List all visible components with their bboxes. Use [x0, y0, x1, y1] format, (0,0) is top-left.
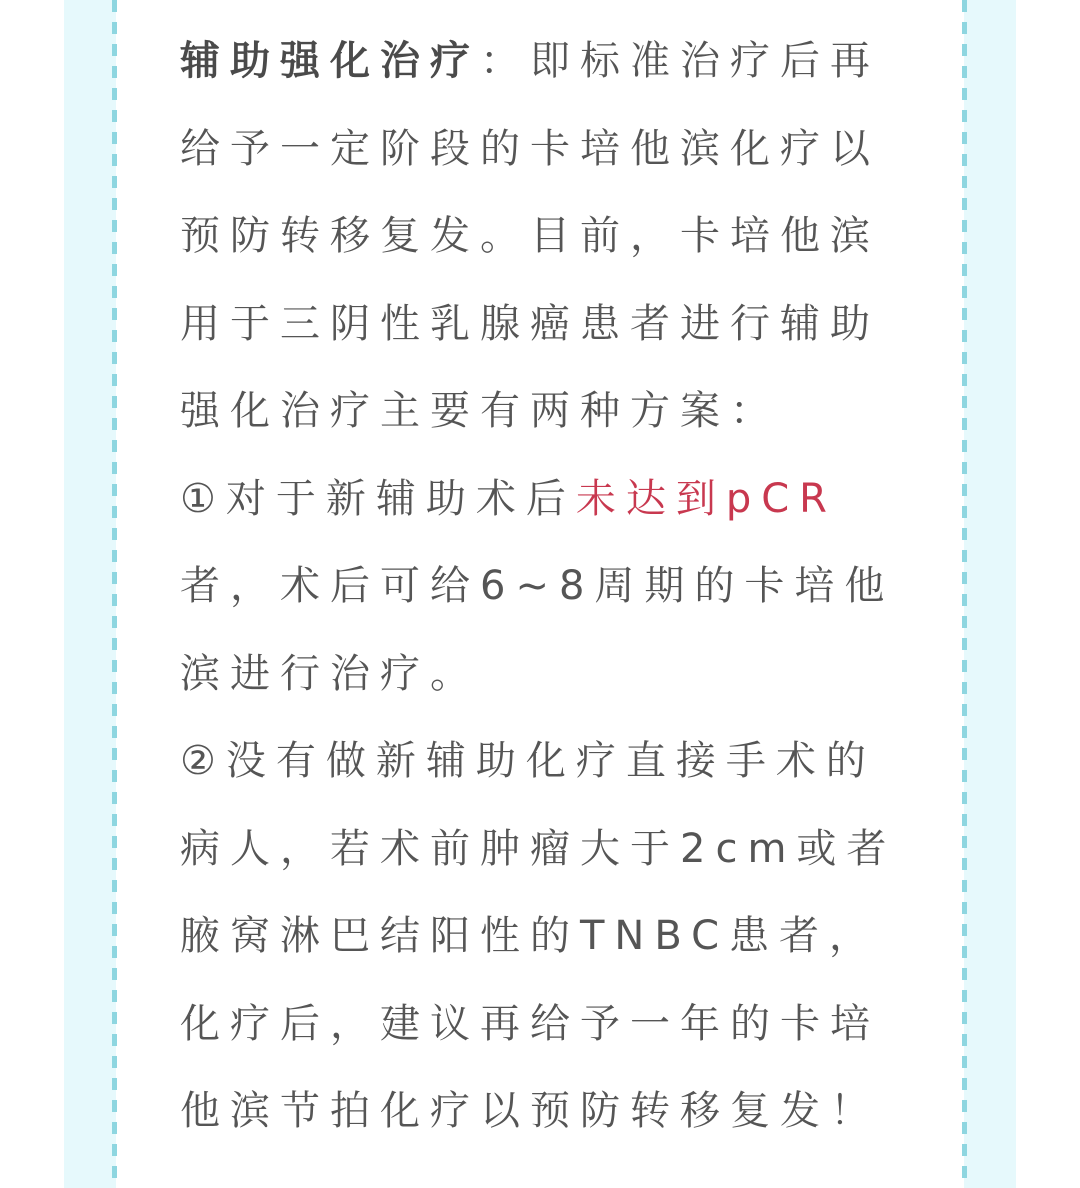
text-line-12: 化疗后，建议再给予一年的卡培 — [180, 1000, 880, 1047]
text-line-5: 强化治疗主要有两种方案： — [180, 388, 780, 434]
text-line-8: 滨进行治疗。 — [180, 650, 480, 697]
text-line-7: 者，术后可给6~8周期的卡培他 — [180, 563, 895, 609]
text-line-11: 腋窝淋巴结阳性的TNBC患者， — [180, 913, 880, 959]
line-text: ：即标准治疗后再 — [480, 38, 880, 84]
right-border-band — [964, 0, 1016, 1188]
highlight-text: 未达到pCR — [575, 475, 837, 522]
text-line-3: 预防转移复发。目前，卡培他滨 — [180, 213, 880, 259]
text-line-9: ②没有做新辅助化疗直接手术的 — [180, 738, 876, 784]
text-line-1 — [180, 18, 900, 106]
article-text — [180, 18, 900, 1156]
right-dashed-line — [962, 0, 967, 1188]
text-line-4: 用于三阴性乳腺癌患者进行辅助 — [180, 300, 880, 347]
line-text: ①对于新辅助术后 — [180, 475, 576, 522]
section-heading: 辅助强化治疗 — [180, 38, 480, 84]
text-line-6 — [180, 456, 900, 544]
text-line-2: 给予一定阶段的卡培他滨化疗以 — [180, 125, 880, 172]
text-line-13: 他滨节拍化疗以预防转移复发！ — [180, 1088, 880, 1134]
left-dashed-line — [112, 0, 117, 1188]
left-border-band — [64, 0, 116, 1188]
text-line-10: 病人，若术前肿瘤大于2cm或者 — [180, 825, 897, 872]
